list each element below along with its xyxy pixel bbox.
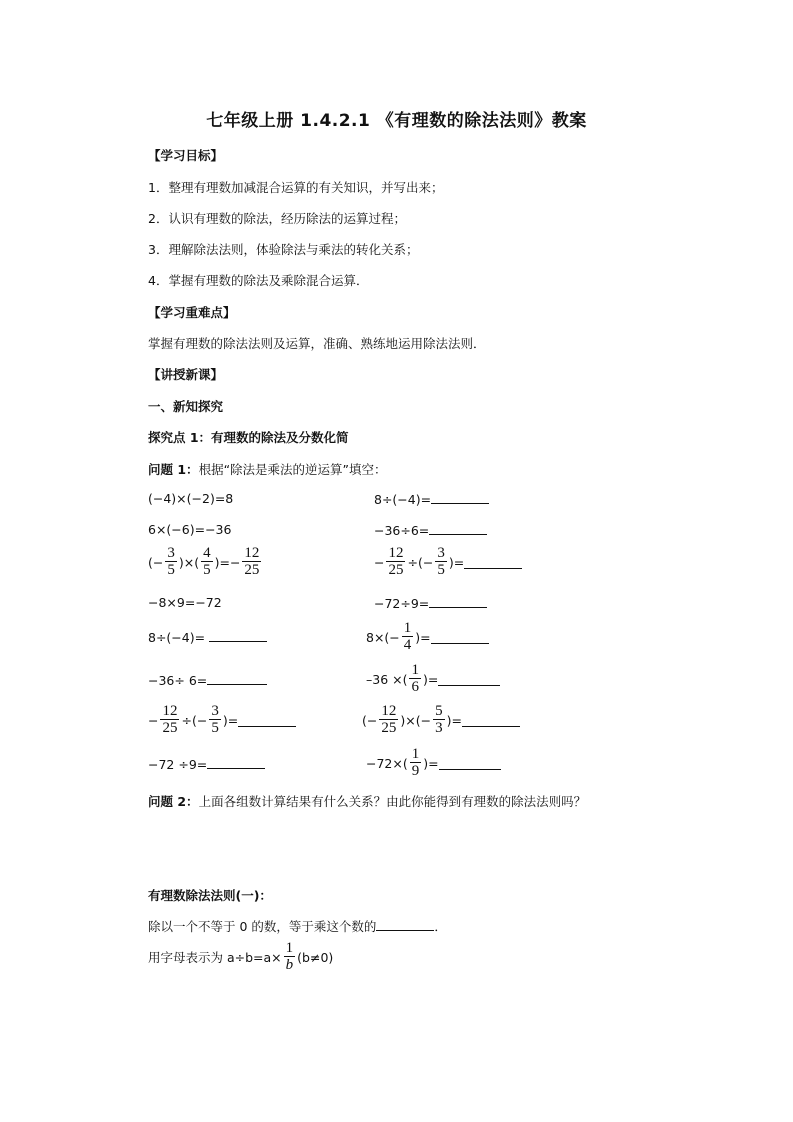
numerator: 3 bbox=[167, 545, 175, 561]
answer-blank bbox=[439, 757, 501, 770]
expr-part: − bbox=[374, 554, 385, 570]
expr-part: −72×( bbox=[366, 755, 408, 771]
numerator: 3 bbox=[211, 703, 219, 719]
answer-blank bbox=[431, 631, 489, 644]
answer-blank bbox=[207, 756, 265, 769]
exercise-text: −36÷6= bbox=[374, 523, 430, 538]
numerator: 1 bbox=[411, 662, 419, 678]
expr-part: )= bbox=[446, 712, 462, 728]
formula-text: 用字母表示为 a÷b=a× bbox=[148, 950, 282, 965]
exercise-r8-left bbox=[148, 756, 265, 772]
numerator: 12 bbox=[162, 703, 178, 719]
exercise-r8-right bbox=[366, 747, 501, 779]
denominator: 3 bbox=[435, 720, 443, 736]
denominator: 5 bbox=[211, 720, 219, 736]
answer-blank bbox=[462, 714, 520, 727]
fraction bbox=[435, 546, 447, 578]
expr-part: )=− bbox=[214, 554, 241, 570]
fraction bbox=[209, 704, 221, 736]
numerator: 4 bbox=[203, 545, 211, 561]
fraction bbox=[386, 546, 405, 578]
denominator: 9 bbox=[411, 763, 420, 779]
fraction bbox=[201, 546, 213, 578]
rule-text bbox=[148, 917, 447, 935]
answer-blank bbox=[429, 595, 487, 608]
letters-formula bbox=[148, 941, 333, 973]
expr-part: 8×(− bbox=[366, 629, 400, 645]
key-points-heading: 【学习重难点】 bbox=[148, 305, 236, 320]
question-1 bbox=[148, 460, 387, 478]
fraction bbox=[160, 704, 179, 736]
denominator: 25 bbox=[388, 562, 404, 578]
fraction bbox=[242, 546, 261, 578]
goal-item: 3．理解除法法则，体验除法与乘法的转化关系； bbox=[148, 242, 419, 257]
part-heading: 一、新知探究 bbox=[148, 399, 224, 414]
question-2-text: 上面各组数计算结果有什么关系？由此你能得到有理数的除法法则吗？ bbox=[198, 794, 587, 809]
denominator: b bbox=[285, 957, 294, 973]
numerator: 12 bbox=[244, 545, 260, 561]
numerator: 1 bbox=[285, 940, 294, 956]
denominator: 25 bbox=[381, 720, 397, 736]
denominator: 5 bbox=[203, 562, 211, 578]
expr-part: )×(− bbox=[400, 712, 432, 728]
expr-part: )= bbox=[448, 554, 465, 570]
expr-part: − bbox=[148, 712, 159, 728]
numerator: 3 bbox=[437, 545, 445, 561]
rule-end: ． bbox=[434, 919, 447, 934]
page-title: 七年级上册 1.4.2.1 《有理数的除法法则》教案 bbox=[206, 111, 587, 131]
exercise-text: −36÷ 6= bbox=[148, 673, 208, 688]
fraction bbox=[409, 663, 421, 695]
denominator: 25 bbox=[162, 720, 178, 736]
expr-part: )= bbox=[415, 629, 431, 645]
exercise-r3-left bbox=[148, 546, 263, 578]
expr-part: ÷(− bbox=[407, 554, 434, 570]
denominator: 5 bbox=[437, 562, 445, 578]
exercise-r7-left bbox=[148, 704, 296, 736]
exercise-r3-right bbox=[374, 546, 522, 578]
fraction bbox=[379, 704, 398, 736]
exercise-r4-right bbox=[374, 595, 487, 611]
question-1-label: 问题 1： bbox=[148, 462, 199, 477]
numerator: 12 bbox=[381, 703, 397, 719]
numerator: 1 bbox=[403, 620, 412, 636]
answer-blank bbox=[431, 491, 489, 504]
expr-part: (− bbox=[362, 712, 378, 728]
answer-blank bbox=[429, 522, 487, 535]
question-1-text: 根据“除法是乘法的逆运算”填空： bbox=[198, 462, 387, 477]
fraction bbox=[165, 546, 177, 578]
rule-sentence: 除以一个不等于 0 的数，等于乘这个数的 bbox=[148, 919, 377, 934]
denominator: 4 bbox=[403, 637, 412, 653]
expr-part: ÷(− bbox=[181, 712, 208, 728]
lecture-heading: 【讲授新课】 bbox=[148, 367, 224, 382]
expr-part: )= bbox=[222, 712, 239, 728]
numerator: 1 bbox=[411, 746, 420, 762]
answer-blank bbox=[209, 629, 267, 642]
question-2-label: 问题 2： bbox=[148, 794, 199, 809]
fraction bbox=[402, 621, 414, 653]
fraction bbox=[433, 704, 445, 736]
exercise-r5-left bbox=[148, 629, 267, 645]
exercise-text: 8÷(−4)= bbox=[374, 492, 432, 507]
exercise-r6-right bbox=[366, 663, 500, 695]
exercise-r4-left: −8×9=−72 bbox=[148, 595, 222, 610]
key-points-text: 掌握有理数的除法法则及运算，准确、熟练地运用除法法则． bbox=[148, 336, 486, 351]
expr-part: )= bbox=[423, 755, 439, 771]
answer-blank bbox=[376, 918, 434, 931]
question-2 bbox=[148, 792, 586, 810]
fraction bbox=[284, 941, 296, 973]
numerator: 12 bbox=[388, 545, 404, 561]
numerator: 5 bbox=[435, 703, 443, 719]
exercise-text: −72 ÷9= bbox=[148, 757, 208, 772]
denominator: 6 bbox=[411, 679, 419, 695]
formula-condition: (b≠0) bbox=[297, 949, 334, 965]
answer-blank bbox=[238, 714, 296, 727]
exercise-r2-left: 6×(−6)=−36 bbox=[148, 522, 232, 537]
exercise-text: 8÷(−4)= bbox=[148, 630, 210, 645]
expr-part: )= bbox=[422, 671, 439, 687]
exercise-r1-left: (−4)×(−2)=8 bbox=[148, 491, 234, 506]
explore-point-heading: 探究点 1：有理数的除法及分数化简 bbox=[148, 430, 349, 445]
denominator: 5 bbox=[167, 562, 175, 578]
exercise-r5-right bbox=[366, 621, 489, 653]
goal-item: 4．掌握有理数的除法及乘除混合运算． bbox=[148, 273, 369, 288]
exercise-r2-right bbox=[374, 522, 487, 538]
exercise-text: −72÷9= bbox=[374, 596, 430, 611]
expr-part: )×( bbox=[178, 554, 200, 570]
exercise-r6-left bbox=[148, 672, 267, 688]
answer-blank bbox=[464, 556, 522, 569]
goal-item: 2．认识有理数的除法，经历除法的运算过程； bbox=[148, 211, 406, 226]
goals-heading: 【学习目标】 bbox=[148, 148, 224, 163]
expr-part: –36 ×( bbox=[366, 671, 408, 687]
goal-item: 1．整理有理数加减混合运算的有关知识，并写出来； bbox=[148, 180, 444, 195]
denominator: 25 bbox=[244, 562, 260, 578]
answer-blank bbox=[207, 672, 267, 685]
exercise-r1-right bbox=[374, 491, 489, 507]
answer-blank bbox=[438, 673, 500, 686]
fraction bbox=[410, 747, 422, 779]
exercise-r7-right bbox=[362, 704, 520, 736]
expr-part: (− bbox=[148, 554, 164, 570]
rule-heading: 有理数除法法则(一)： bbox=[148, 888, 272, 903]
